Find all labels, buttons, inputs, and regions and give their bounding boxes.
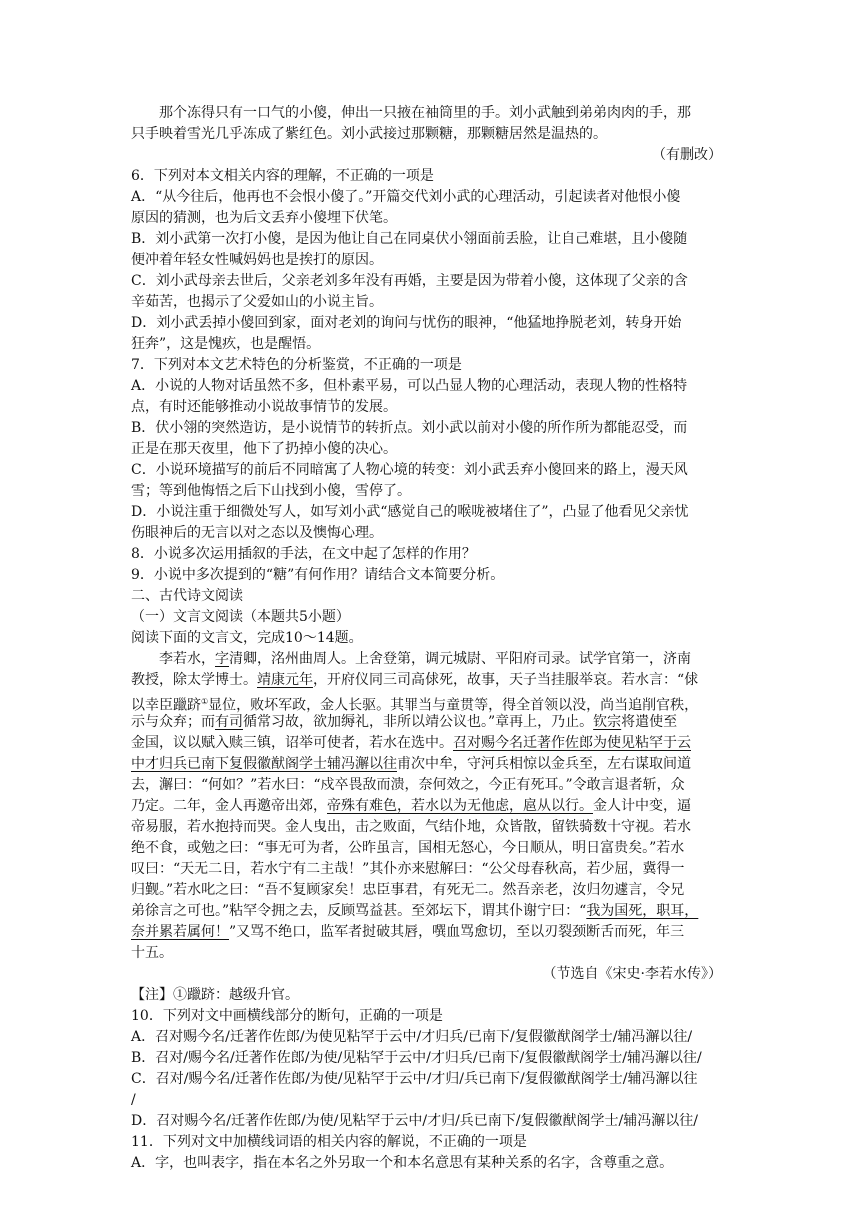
underlined-passage: 中才归兵已南下复假徽猷阁学士辅冯澥以往 bbox=[131, 756, 397, 772]
q6-option-a: A．“从今往后，他再也不会恨小傻了。”开篇交代刘小武的心理活动，引起读者对他恨小傻 bbox=[131, 189, 681, 205]
q6-option-d: D．刘小武丢掉小傻回到家，面对老刘的询问与忧伤的眼神，“他猛地挣脱老刘，转身开始 bbox=[131, 315, 682, 331]
q10-option-c-cont: / bbox=[131, 1092, 136, 1108]
reading-instruction: 阅读下面的文言文，完成10～14题。 bbox=[131, 630, 363, 646]
question-8: 8．小说多次运用插叙的手法，在文中起了怎样的作用？ bbox=[131, 546, 476, 562]
q7-option-d: D．小说注重于细微处写人，如写刘小武“感觉自己的喉咙被堵住了”，凸显了他看见父亲忧 bbox=[131, 504, 689, 520]
subsection-heading: （一）文言文阅读（本题共5小题） bbox=[131, 609, 350, 625]
underlined-passage: 我为国死，职耳， bbox=[586, 903, 699, 919]
q6-option-b-cont: 便冲着年轻女性喊妈妈也是挨打的原因。 bbox=[131, 252, 383, 268]
source-citation: （节选自《宋史·李若水传》） bbox=[542, 966, 722, 982]
classical-text-line: 示与众弃；而有司循常习故，欲加缛礼，非所以靖公议也。”章再上，乃止。钦宗将遣使至 bbox=[131, 714, 678, 730]
classical-text-line: 帝易服，若水抱持而哭。金人曳出，击之败面，气结仆地，众皆散，留铁骑数十守视。若水 bbox=[131, 819, 691, 835]
q7-option-c: C．小说环境描写的前后不同暗寓了人物心境的转变：刘小武丢弃小傻回来的路上，漫天风 bbox=[131, 462, 688, 478]
footnote-marker: ① bbox=[201, 697, 209, 706]
q7-option-b-cont: 正是在那天夜里，他下了扔掉小傻的决心。 bbox=[131, 441, 397, 457]
q6-option-c-cont: 辛茹苦，也揭示了父爱如山的小说主旨。 bbox=[131, 294, 383, 310]
q11-option-a: A．字，也叫表字，指在本名之外另取一个和本名意思有某种关系的名字，含尊重之意。 bbox=[131, 1155, 674, 1171]
underlined-term: 钦宗 bbox=[593, 714, 622, 730]
q7-option-c-cont: 雪；等到他悔悟之后下山找到小傻，雪停了。 bbox=[131, 483, 411, 499]
classical-text-line: 奈并累若属何！”又骂不绝口，监军者挝破其唇，噀血骂愈切，至以刃裂颈断舌而死，年三 bbox=[131, 924, 685, 940]
underlined-term: 靖康元年 bbox=[257, 672, 313, 688]
classical-text-line: 教授，除太学博士。靖康元年，开府仪同三司高俅死，故事，天子当挂服举哀。若水言：“俅 bbox=[131, 672, 699, 688]
q6-option-a-cont: 原因的猜测，也为后文丢弃小傻埋下伏笔。 bbox=[131, 210, 397, 226]
q7-option-d-cont: 伤眼神后的无言以对之态以及懊悔心理。 bbox=[131, 525, 383, 541]
classical-text-line: 十五。 bbox=[131, 945, 173, 961]
classical-text-line: 去，澥曰：“何如？”若水曰：“戍卒畏敌而溃，奈何效之，今正有死耳。”令敢言退者斩，众 bbox=[131, 777, 685, 793]
q10-option-d: D．召对赐今名/迁著作佐郎/为使/见粘罕于云中/才归/兵已南下/复假徽猷阁学士/辅冯澥以往/ bbox=[131, 1113, 698, 1129]
q6-option-d-cont: 狂奔”，这是愧疚，也是醒悟。 bbox=[131, 336, 321, 352]
q10-option-c: C．召对/赐今名/迁著作佐郎/为使/见粘罕于云中/才归/兵已南下/复假徽猷阁学士/辅冯澥以往 bbox=[131, 1071, 698, 1087]
classical-text-line: 金国，议以赋入赎三镇，诏举可使者，若水在选中。召对赐今名迁著作佐郎为使见粘罕于云 bbox=[131, 735, 691, 751]
passage-line: 那个冻得只有一口气的小傻，伸出一只掖在袖筒里的手。刘小武触到弟弟肉肉的手，那 bbox=[159, 105, 691, 121]
q6-option-b: B．刘小武第一次打小傻，是因为他让自己在同桌伏小翎面前丢脸，让自己难堪，且小傻随 bbox=[131, 231, 688, 247]
classical-text-line: 中才归兵已南下复假徽猷阁学士辅冯澥以往甫次中牟，守河兵相惊以金兵至，左右谋取间道 bbox=[131, 756, 691, 772]
q7-option-a-cont: 点，有时还能够推动小说故事情节的发展。 bbox=[131, 399, 397, 415]
section-heading: 二、古代诗文阅读 bbox=[131, 588, 243, 604]
q7-option-a: A．小说的人物对话虽然不多，但朴素平易，可以凸显人物的心理活动，表现人物的性格特 bbox=[131, 378, 688, 394]
passage-line: 只手映着雪光几乎冻成了紫红色。刘小武接过那颗糖，那颗糖居然是温热的。 bbox=[131, 126, 607, 142]
classical-text-line: 乃定。二年，金人再邀帝出郊，帝殊有难色，若水以为无他虑，扈从以行。金人计中变，逼 bbox=[131, 798, 691, 814]
question-6-stem: 6．下列对本文相关内容的理解，不正确的一项是 bbox=[131, 168, 434, 184]
classical-text-line: 李若水，字清卿，洺州曲周人。上舍登第，调元城尉、平阳府司录。试学官第一，济南 bbox=[159, 651, 691, 667]
classical-text-line: 绝不食，或勉之曰：“事无可为者，公昨虽言，国相无怒心，今日顺从，明日富贵矣。”若水 bbox=[131, 840, 685, 856]
underlined-term: 有司 bbox=[215, 714, 243, 730]
question-11-stem: 11．下列对文中加横线词语的相关内容的解说，不正确的一项是 bbox=[131, 1134, 527, 1150]
classical-text-line: 弟徐言之可也。”粘罕令拥之去，反顾骂益甚。至郊坛下，谓其仆谢宁曰：“我为国死，职耳， bbox=[131, 903, 699, 919]
q10-option-b: B．召对/赐今名/迁著作佐郎/为使/见粘罕于云中/才归兵/已南下/复假徽猷阁学士/辅冯澥以往/ bbox=[131, 1050, 702, 1066]
underlined-passage: 奈并累若属何！ bbox=[131, 924, 229, 940]
footnote: 【注】①躐跻：越级升官。 bbox=[131, 987, 299, 1003]
question-10-stem: 10．下列对文中画横线部分的断句，正确的一项是 bbox=[131, 1008, 443, 1024]
question-7-stem: 7．下列对本文艺术特色的分析鉴赏，不正确的一项是 bbox=[131, 357, 462, 373]
passage-note: （有删改） bbox=[652, 147, 722, 163]
q10-option-a: A．召对赐今名/迁著作佐郎/为使见粘罕于云中/才归兵/已南下/复假徽猷阁学士/辅冯澥以往/ bbox=[131, 1029, 693, 1045]
underlined-term: 字 bbox=[215, 651, 229, 667]
classical-text-line: 归觐。”若水叱之曰：“吾不复顾家矣！忠臣事君，有死无二。然吾亲老，汝归勿遽言，令兄 bbox=[131, 882, 685, 898]
classical-text-line: 叹曰：“天无二日，若水宁有二主哉！”其仆亦来慰解曰：“公父母春秋高，若少屈，冀得一 bbox=[131, 861, 685, 877]
underlined-passage: 帝殊有难色，若水以为无他虑，扈从以行。 bbox=[327, 798, 593, 814]
q6-option-c: C．刘小武母亲去世后，父亲老刘多年没有再婚，主要是因为带着小傻，这体现了父亲的含 bbox=[131, 273, 688, 289]
q7-option-b: B．伏小翎的突然造访，是小说情节的转折点。刘小武以前对小傻的所作所为都能忍受，而 bbox=[131, 420, 688, 436]
underlined-passage: 召对赐今名迁著作佐郎为使见粘罕于云 bbox=[453, 735, 691, 751]
question-9: 9．小说中多次提到的“糖”有何作用？请结合文本简要分析。 bbox=[131, 567, 505, 583]
classical-text-line: 以幸臣躐跻①显位，败坏军政，金人长驱。其罪当与童贯等，得全首领以没，尚当追削官秩， bbox=[131, 697, 699, 714]
